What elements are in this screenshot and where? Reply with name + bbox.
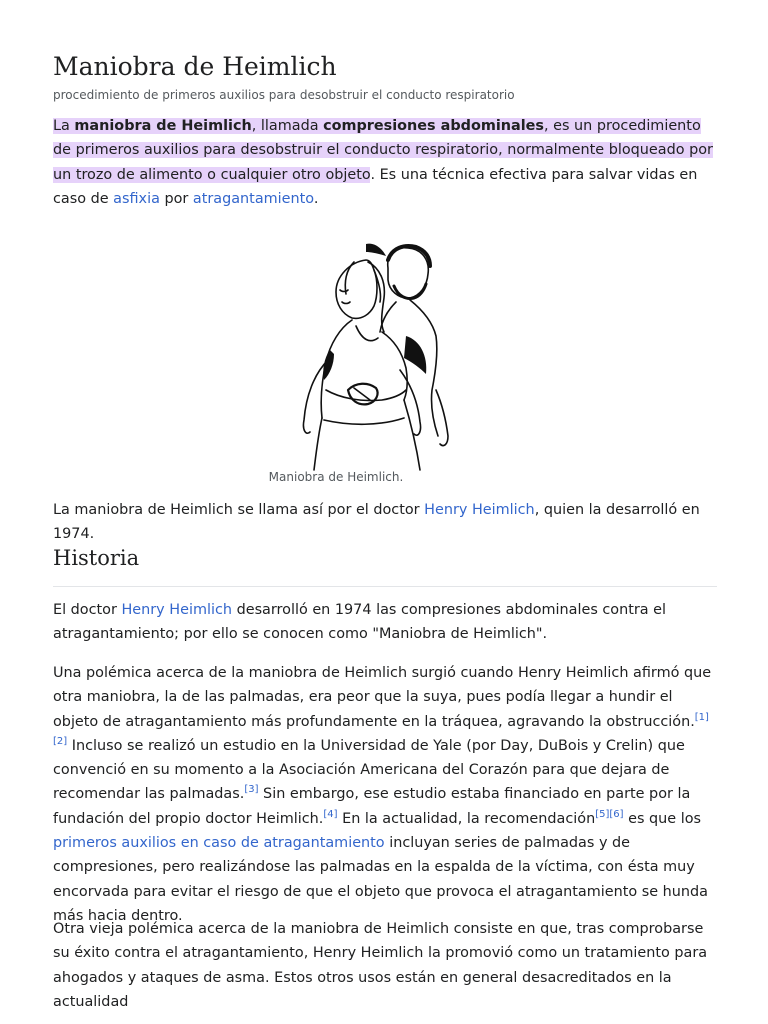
- link-henry-heimlich[interactable]: Henry Heimlich: [424, 502, 535, 518]
- link-henry-heimlich[interactable]: Henry Heimlich: [121, 602, 232, 618]
- intro-text: . Es una técnica efectiva para salvar vidas en caso de: [53, 166, 698, 207]
- intro-text: La: [53, 118, 75, 134]
- historia-text: desarrolló en 1974 las compresiones abdominales contra el atragantamiento; por ello se conocen como "Maniobra de Heimlich".: [53, 602, 667, 643]
- figure-caption: Maniobra de Heimlich.: [268, 470, 404, 484]
- link-asfixia[interactable]: asfixia: [113, 190, 160, 207]
- historia-text: Una polémica acerca de la maniobra de Heimlich surgió cuando Henry Heimlich afirmó que otra maniobra, la de las palmadas, era peor que la suya, pues podía llegar a hundir el objeto de atragantamiento más profundamente en la tráquea, agravando la obstrucción.: [53, 665, 712, 730]
- intro-bold-term: compresiones abdominales: [323, 118, 544, 134]
- page-title: Maniobra de Heimlich: [53, 52, 337, 81]
- historia-text: En la actualidad, la recomendación: [337, 810, 596, 827]
- heimlich-illustration[interactable]: [270, 240, 500, 472]
- intro-text: , es un procedimiento de primeros auxilios para desobstruir el conducto respiratorio, normalmente bloqueado por un trozo de alimento o cualquier otro objeto: [53, 118, 713, 183]
- intro-text: .: [313, 190, 319, 207]
- link-atragantamiento[interactable]: atragantamiento: [192, 190, 314, 207]
- intro-bold-term: maniobra de Heimlich: [74, 118, 252, 134]
- citation-link[interactable]: [4]: [323, 808, 338, 820]
- historia-paragraph-1: [53, 598, 717, 647]
- section-heading-historia: Historia: [53, 546, 140, 570]
- link-primeros-auxilios[interactable]: primeros auxilios en caso de atragantamiento: [53, 835, 385, 852]
- historia-text: Incluso se realizó un estudio en la Universidad de Yale (por Day, DuBois y Crelin) que convenció en su momento a la Asociación Americana del Corazón para que dejara de recomendar las palmadas.: [53, 737, 685, 803]
- historia-text: incluyan series de palmadas y de compresiones, pero realizándose las palmadas en la espalda de la víctima, con ésta muy encorvada para evitar el riesgo de que el objeto que provoca el atragantamiento se hunda más hacia dentro.: [53, 835, 708, 924]
- historia-text: Sin embargo, ese estudio estaba financiado en parte por la fundación del propio doctor Heimlich.: [53, 786, 691, 827]
- citation-link[interactable]: [2]: [53, 736, 68, 748]
- historia-text: El doctor: [53, 602, 122, 618]
- page-subtitle: procedimiento de primeros auxilios para desobstruir el conducto respiratorio: [53, 88, 515, 102]
- citation-link[interactable]: [3]: [244, 784, 259, 796]
- section-divider: [53, 586, 717, 587]
- illustration-heimlich-maneuver-icon: [270, 240, 500, 472]
- historia-text: es que los: [623, 810, 702, 827]
- citation-link[interactable]: [5]: [595, 808, 610, 820]
- citation-link[interactable]: [6]: [609, 808, 624, 820]
- citation-link[interactable]: [1]: [694, 711, 709, 723]
- intro-text: por: [159, 190, 193, 207]
- summary-text: , quien la desarrolló en 1974.: [53, 502, 700, 543]
- summary-paragraph: [53, 498, 717, 547]
- historia-text: Otra vieja polémica acerca de la maniobra de Heimlich consiste en que, tras comprobarse su éxito contra el atragantamiento, Henry Heimlich la promovió como un tratamiento para ahogados y ataques de asma. Estos otros usos están en general desacreditados en la actualidad: [53, 921, 708, 1010]
- intro-text: , llamada: [251, 118, 324, 134]
- summary-text: La maniobra de Heimlich se llama así por el doctor: [53, 502, 425, 518]
- intro-paragraph: [53, 114, 717, 211]
- historia-paragraph-3: [53, 917, 717, 1014]
- historia-paragraph-2: [53, 661, 717, 928]
